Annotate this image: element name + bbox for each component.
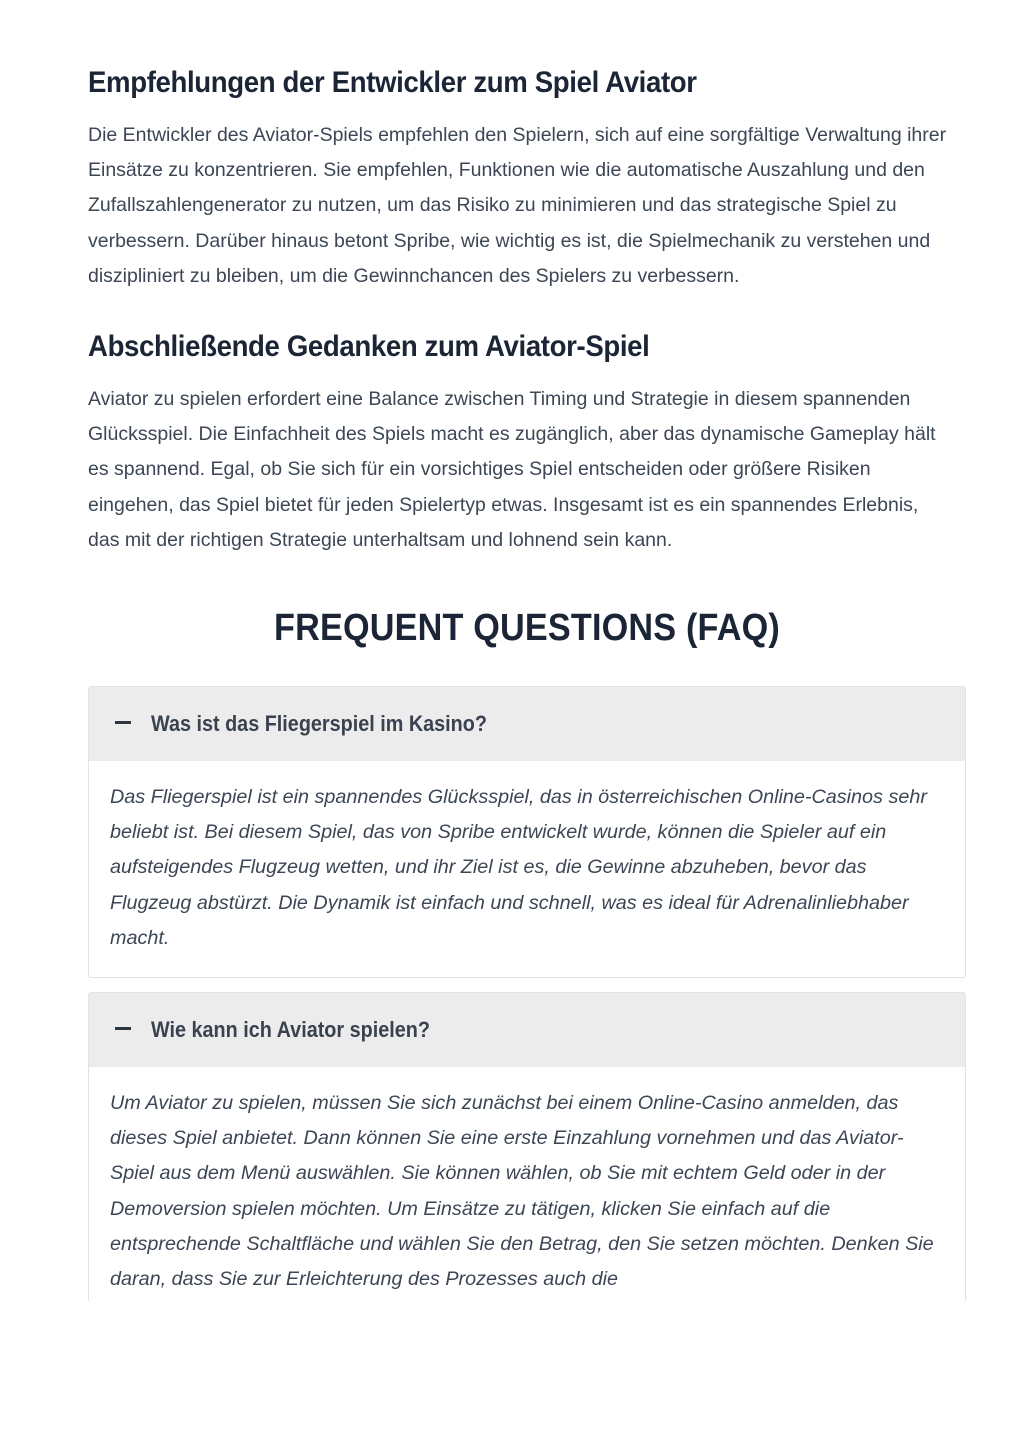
faq-item bbox=[88, 686, 966, 978]
faq-list bbox=[88, 686, 966, 1302]
faq-question-text: Wie kann ich Aviator spielen? bbox=[151, 1017, 430, 1043]
section-paragraph: Die Entwickler des Aviator-Spiels empfehlen den Spielern, sich auf eine sorgfältige Verwaltung ihrer Einsätze zu konzentrieren. Sie empfehlen, Funktionen wie die automatische Auszahlung und den Zufallszahlengenerator zu nutzen, um das Risiko zu minimieren und das strategische Spiel zu verbessern. Darüber hinaus betont Spribe, wie wichtig es ist, die Spielmechanik zu verstehen und diszipliniert zu bleiben, um die Gewinnchancen des Spielers zu verbessern. bbox=[88, 124, 947, 287]
faq-question-toggle[interactable] bbox=[89, 993, 965, 1067]
faq-title: FREQUENT QUESTIONS (FAQ) bbox=[274, 607, 780, 650]
section-developer-recommendations bbox=[88, 60, 966, 294]
section-paragraph: Aviator zu spielen erfordert eine Balance zwischen Timing und Strategie in diesem spannenden Glücksspiel. Die Einfachheit des Spiels macht es zugänglich, aber das dynamische Gameplay hält es spannend. Egal, ob Sie sich für ein vorsichtiges Spiel entscheiden oder größere Risiken eingehen, das Spiel bietet für jeden Spielertyp etwas. Insgesamt ist es ein spannendes Erlebnis, das mit der richtigen Strategie unterhaltsam und lohnend sein kann. bbox=[88, 388, 936, 551]
article-content bbox=[88, 60, 966, 1302]
minus-icon[interactable] bbox=[115, 721, 131, 724]
minus-icon[interactable] bbox=[115, 1027, 131, 1030]
faq-answer: Das Fliegerspiel ist ein spannendes Glücksspiel, das in österreichischen Online-Casinos sehr beliebt ist. Bei diesem Spiel, das von Spribe entwickelt wurde, können die Spieler auf ein aufsteigendes Flugzeug wetten, und ihr Ziel ist es, die Gewinne abzuheben, bevor das Flugzeug abstürzt. Die Dynamik ist einfach und schnell, was es ideal für Adrenalinliebhaber macht. bbox=[110, 786, 927, 949]
section-heading: Abschließende Gedanken zum Aviator-Spiel bbox=[88, 330, 650, 364]
faq-item bbox=[88, 992, 966, 1302]
faq-question-text: Was ist das Fliegerspiel im Kasino? bbox=[151, 711, 487, 737]
section-heading: Empfehlungen der Entwickler zum Spiel Aviator bbox=[88, 66, 697, 99]
faq-question-toggle[interactable] bbox=[89, 687, 965, 761]
faq-answer: Um Aviator zu spielen, müssen Sie sich zunächst bei einem Online-Casino anmelden, das dieses Spiel anbietet. Dann können Sie eine erste Einzahlung vornehmen und das Aviator-Spiel aus dem Menü auswählen. Sie können wählen, ob Sie mit echtem Geld oder in der Demoversion spielen möchten. Um Einsätze zu tätigen, klicken Sie einfach auf die entsprechende Schaltfläche und wählen Sie den Betrag, den Sie setzen möchten. Denken Sie daran, dass Sie zur Erleichterung des Prozesses auch die bbox=[110, 1092, 934, 1291]
section-final-thoughts bbox=[88, 324, 966, 558]
